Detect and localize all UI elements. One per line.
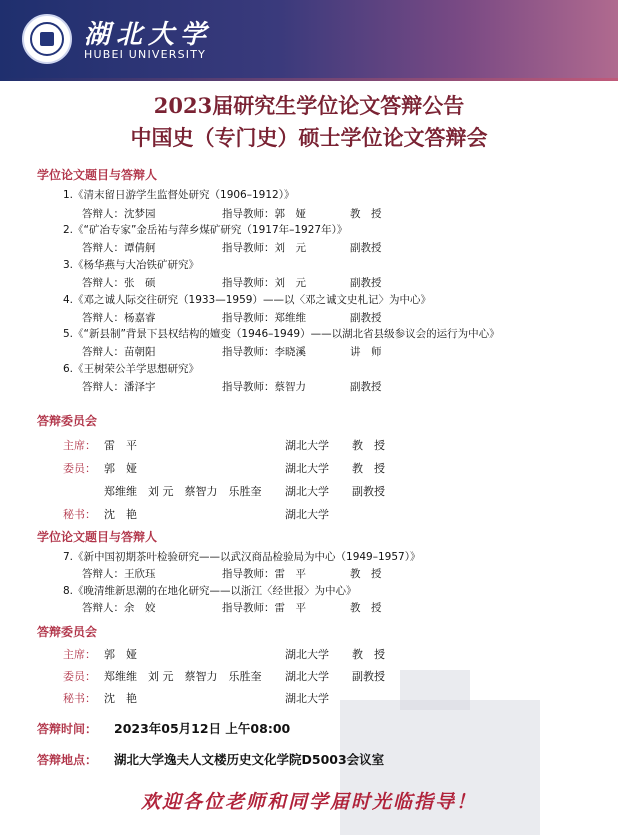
student-name: 苗朝阳 <box>124 346 156 358</box>
supervisor-name: 李晓溪 <box>274 346 306 358</box>
seal-emblem <box>40 32 54 46</box>
university-name-cn: 湖北大学 <box>84 20 213 50</box>
student-label: 答辩人： <box>82 277 124 289</box>
section-heading-committee-2: 答辩委员会 <box>37 625 98 639</box>
thesis-title: 8.《晚清维新思潮的在地化研究——以浙江〈经世报〉为中心》 <box>63 585 357 597</box>
supervisor-label: 指导教师： <box>222 312 275 324</box>
student-label: 答辩人： <box>82 346 124 358</box>
supervisor-label: 指导教师： <box>222 602 275 614</box>
defense-place: 湖北大学逸夫人文楼历史文化学院D5003会议室 <box>114 752 385 767</box>
committee-role: 主席： <box>63 439 96 452</box>
student-line <box>82 600 156 615</box>
student-label: 答辩人： <box>82 242 124 254</box>
committee-role: 秘书： <box>63 692 96 705</box>
committee-rank: 教 授 <box>352 439 385 452</box>
committee-names: 郑维维 刘 元 蔡智力 乐胜奎 <box>104 485 262 498</box>
student-label: 答辩人： <box>82 602 124 614</box>
supervisor-label: 指导教师： <box>222 346 275 358</box>
student-label: 答辩人： <box>82 208 124 220</box>
committee-institution: 湖北大学 <box>285 692 329 705</box>
student-name: 张 硕 <box>124 277 156 289</box>
supervisor-rank: 副教授 <box>350 381 382 393</box>
seal-ring <box>30 22 64 56</box>
committee-role: 秘书： <box>63 508 96 521</box>
student-line <box>82 379 156 394</box>
student-name: 王欣珏 <box>124 568 156 580</box>
supervisor-rank: 教 授 <box>350 602 382 614</box>
supervisor-line <box>222 240 306 255</box>
student-name: 潘泽宇 <box>124 381 156 393</box>
committee-names: 雷 平 <box>104 439 137 452</box>
supervisor-line <box>222 310 306 325</box>
supervisor-rank: 副教授 <box>350 242 382 254</box>
student-line <box>82 206 156 221</box>
announcement-subtitle: 中国史（专门史）硕士学位论文答辩会 <box>130 125 488 150</box>
supervisor-line <box>222 600 306 615</box>
header-banner <box>0 0 618 78</box>
supervisor-name: 雷 平 <box>274 568 306 580</box>
committee-institution: 湖北大学 <box>285 439 329 452</box>
announcement-title: 2023届研究生学位论文答辩公告 <box>153 93 465 118</box>
section-heading-theses-1: 学位论文题目与答辩人 <box>37 168 158 182</box>
student-label: 答辩人： <box>82 381 124 393</box>
supervisor-rank: 教 授 <box>350 568 382 580</box>
committee-role: 主席： <box>63 648 96 661</box>
student-line <box>82 344 156 359</box>
defense-place-label: 答辩地点： <box>37 753 98 767</box>
supervisor-name: 郑维维 <box>274 312 306 324</box>
committee-institution: 湖北大学 <box>285 485 329 498</box>
thesis-title: 7.《新中国初期茶叶检验研究——以武汉商品检验局为中心（1949–1957）》 <box>63 551 421 563</box>
section-heading-committee-1: 答辩委员会 <box>37 414 98 428</box>
supervisor-rank: 教 授 <box>350 208 382 220</box>
supervisor-name: 郭 娅 <box>274 208 306 220</box>
thesis-title: 6.《王树荣公羊学思想研究》 <box>63 363 200 375</box>
student-line <box>82 566 156 581</box>
thesis-title: 3.《杨华燕与大冶铁矿研究》 <box>63 259 200 271</box>
student-label: 答辩人： <box>82 312 124 324</box>
committee-institution: 湖北大学 <box>285 462 329 475</box>
supervisor-label: 指导教师： <box>222 277 275 289</box>
committee-rank: 副教授 <box>352 485 385 498</box>
supervisor-label: 指导教师： <box>222 381 275 393</box>
supervisor-label: 指导教师： <box>222 242 275 254</box>
welcome-message: 欢迎各位老师和同学届时光临指导！ <box>140 791 477 813</box>
defense-time: 2023年05月12日 上午08:00 <box>114 721 291 736</box>
thesis-title: 4.《邓之诚人际交往研究（1933—1959）——以〈邓之诚文史札记〉为中心》 <box>63 294 431 306</box>
supervisor-label: 指导教师： <box>222 208 275 220</box>
committee-rank: 教 授 <box>352 648 385 661</box>
student-name: 谭倩舸 <box>124 242 156 254</box>
supervisor-line <box>222 566 306 581</box>
committee-role: 委员： <box>63 670 96 683</box>
student-name: 沈梦园 <box>124 208 156 220</box>
supervisor-label: 指导教师： <box>222 568 275 580</box>
supervisor-line <box>222 344 306 359</box>
defense-time-label: 答辩时间： <box>37 722 98 736</box>
supervisor-rank: 讲 师 <box>350 346 382 358</box>
supervisor-name: 蔡智力 <box>274 381 306 393</box>
committee-institution: 湖北大学 <box>285 670 329 683</box>
committee-names: 郭 娅 <box>104 462 137 475</box>
committee-rank: 副教授 <box>352 670 385 683</box>
committee-names: 沈 艳 <box>104 508 137 521</box>
thesis-title: 2.《“矿冶专家”金岳祐与萍乡煤矿研究（1917年–1927年）》 <box>63 224 348 236</box>
committee-institution: 湖北大学 <box>285 648 329 661</box>
supervisor-rank: 副教授 <box>350 277 382 289</box>
committee-names: 沈 艳 <box>104 692 137 705</box>
committee-rank: 教 授 <box>352 462 385 475</box>
supervisor-name: 刘 元 <box>274 242 306 254</box>
committee-role: 委员： <box>63 462 96 475</box>
university-name-en: HUBEI UNIVERSITY <box>84 48 207 61</box>
thesis-title: 1.《清末留日游学生监督处研究（1906–1912）》 <box>63 189 295 201</box>
supervisor-line <box>222 379 306 394</box>
committee-institution: 湖北大学 <box>285 508 329 521</box>
background-building-tower <box>400 670 470 710</box>
student-line <box>82 310 156 325</box>
student-label: 答辩人： <box>82 568 124 580</box>
student-name: 余 姣 <box>124 602 156 614</box>
supervisor-name: 刘 元 <box>274 277 306 289</box>
thesis-title: 5.《“新县制”背景下县权结构的嬗变（1946–1949）——以湖北省县级参议会的运行为中心》 <box>63 328 500 340</box>
supervisor-name: 雷 平 <box>274 602 306 614</box>
student-name: 杨嘉睿 <box>124 312 156 324</box>
supervisor-rank: 副教授 <box>350 312 382 324</box>
supervisor-line <box>222 275 306 290</box>
committee-names: 郑维维 刘 元 蔡智力 乐胜奎 <box>104 670 262 683</box>
student-line <box>82 240 156 255</box>
university-seal-logo <box>22 14 72 64</box>
section-heading-theses-2: 学位论文题目与答辩人 <box>37 530 158 544</box>
supervisor-line <box>222 206 306 221</box>
student-line <box>82 275 156 290</box>
committee-names: 郭 娅 <box>104 648 137 661</box>
